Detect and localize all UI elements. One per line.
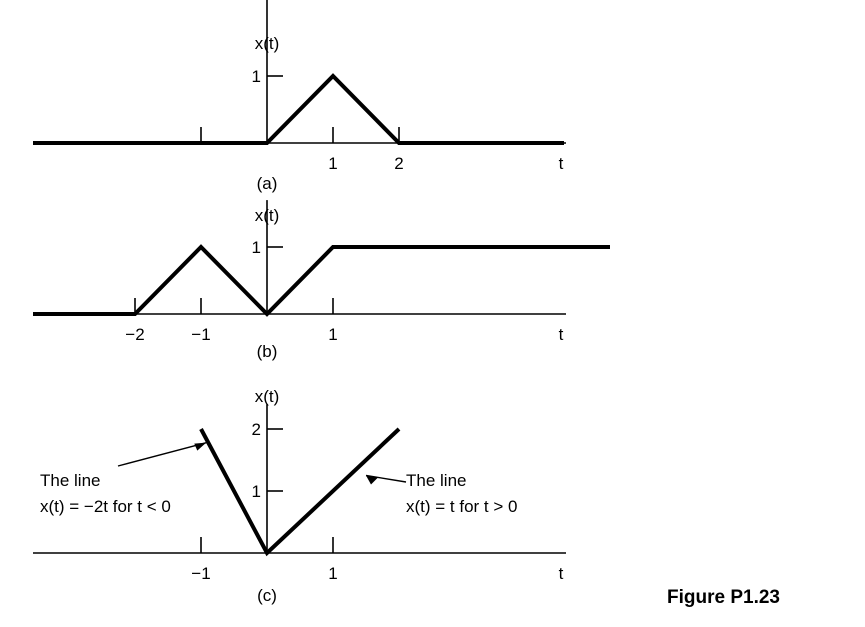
panel-c-annotation-left-arrowhead — [194, 443, 206, 451]
panel-b-signal-line — [33, 247, 610, 314]
panel-c-annotation-left-line2: x(t) = −2t for t < 0 — [40, 497, 171, 516]
panel-c-x-tick-label: −1 — [191, 564, 211, 583]
panel-c-signal-line — [201, 429, 399, 553]
figure-caption: Figure P1.23 — [667, 587, 780, 608]
panel-c-x-tick-label: 1 — [328, 564, 338, 583]
panel-c-annotation-right-line1: The line — [406, 471, 467, 490]
panel-a-caption: (a) — [256, 174, 278, 193]
panel-c-x-axis-label: t — [558, 564, 564, 583]
panel-b-x-axis-label: t — [558, 325, 564, 344]
panel-b-y-axis-label: x(t) — [254, 206, 280, 225]
panel-c-annotation-right-line2: x(t) = t for t > 0 — [406, 497, 518, 516]
panel-c-y-axis-label: x(t) — [254, 387, 280, 406]
panel-c-caption: (c) — [257, 586, 277, 605]
panel-a-y-tick-label: 1 — [251, 67, 261, 86]
panel-a-x-axis-label: t — [558, 154, 564, 173]
panel-c-annotation-left-leader — [118, 443, 206, 466]
panel-c-y-tick-label: 1 — [251, 482, 261, 501]
panel-b-x-tick-label: 1 — [328, 325, 338, 344]
panel-c-annotation-left-line1: The line — [40, 471, 101, 490]
panel-c-y-tick-label: 2 — [251, 420, 261, 439]
panel-a-x-tick-label: 2 — [394, 154, 404, 173]
panel-b-y-tick-label: 1 — [251, 238, 261, 257]
panel-a-signal-line — [33, 76, 564, 143]
panel-b-x-tick-label: −1 — [191, 325, 211, 344]
panel-a-y-axis-label: x(t) — [254, 34, 280, 53]
panel-a-x-tick-label: 1 — [328, 154, 338, 173]
panel-b-caption: (b) — [256, 342, 278, 361]
panel-b-x-tick-label: −2 — [125, 325, 145, 344]
